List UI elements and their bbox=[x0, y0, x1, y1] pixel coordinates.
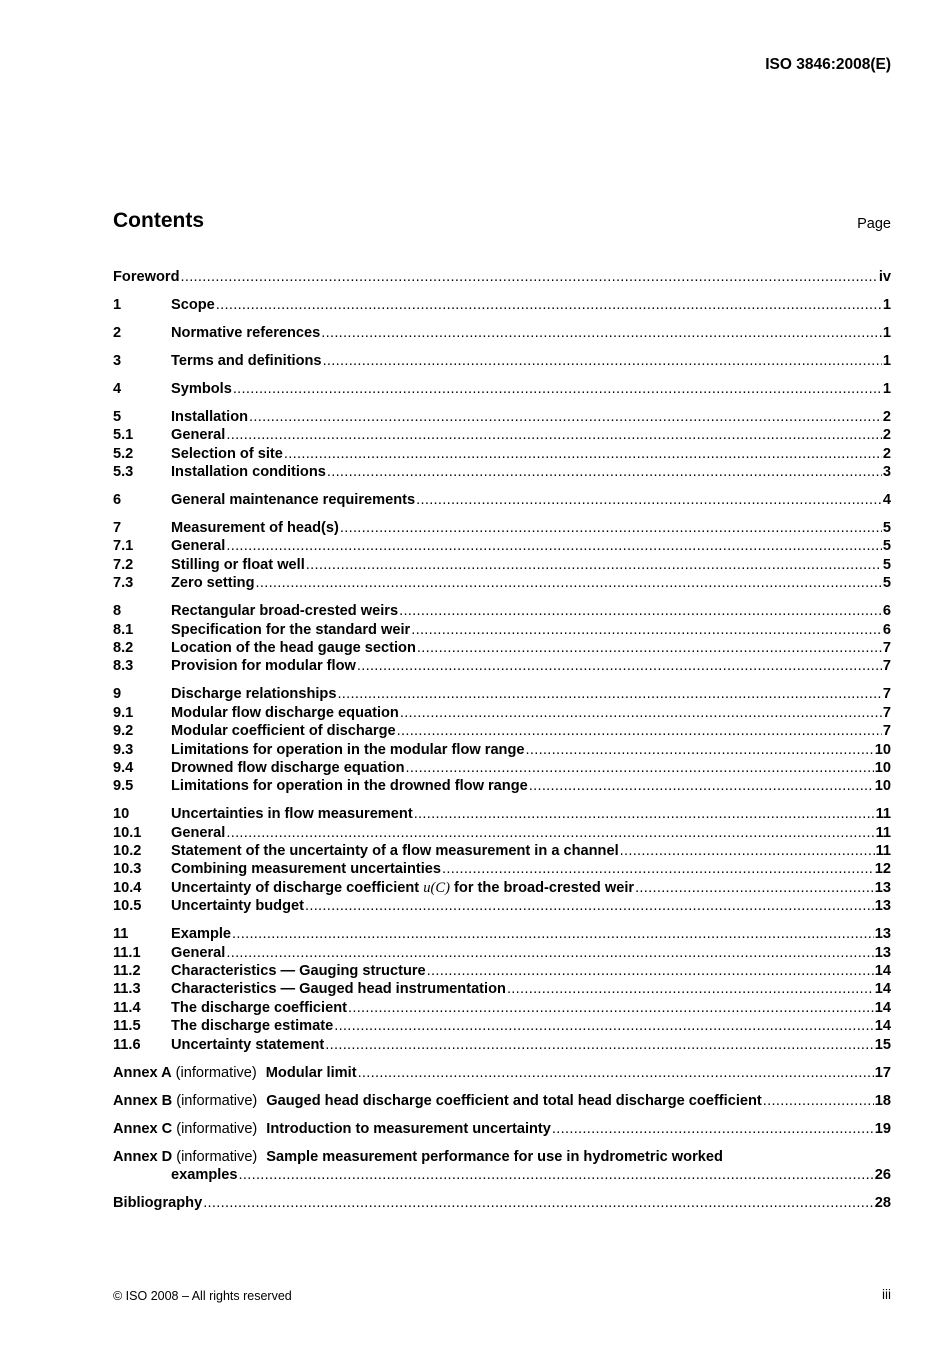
toc-entry-number: 11.4 bbox=[113, 999, 141, 1016]
toc-entry-title: General bbox=[171, 824, 226, 841]
toc-entry-page: 6 bbox=[882, 603, 891, 620]
leader-dots bbox=[340, 519, 882, 537]
leader-dots bbox=[226, 944, 873, 962]
annex-title: Modular limit bbox=[265, 1064, 357, 1081]
toc-entry-title: Uncertainties in flow measurement bbox=[171, 806, 413, 823]
toc-entry-10-1[interactable] bbox=[113, 824, 891, 842]
toc-sections bbox=[113, 296, 891, 1054]
toc-entry-title: Rectangular broad-crested weirs bbox=[171, 603, 399, 620]
leader-dots bbox=[249, 408, 882, 426]
annex-title-line2: examples bbox=[171, 1166, 238, 1183]
toc-entry-page: 3 bbox=[882, 464, 891, 481]
toc-entry-line bbox=[171, 519, 891, 537]
toc-entry-title: Location of the head gauge section bbox=[171, 640, 416, 656]
leader-dots bbox=[203, 1194, 874, 1212]
leader-dots bbox=[399, 602, 882, 620]
leader-dots bbox=[348, 999, 874, 1017]
toc-entry-line bbox=[171, 805, 891, 823]
toc-entry-line bbox=[171, 824, 891, 842]
toc-entry-number: 9 bbox=[113, 686, 122, 703]
toc-entry-line bbox=[171, 704, 891, 722]
toc-annexes bbox=[113, 1064, 891, 1138]
toc-entry-page: iv bbox=[878, 269, 891, 285]
toc-entry-title: General bbox=[171, 538, 226, 555]
toc-entry-number: 5.1 bbox=[113, 427, 134, 444]
toc-entry-page: 13 bbox=[874, 898, 891, 915]
leader-dots bbox=[400, 704, 882, 722]
toc-group bbox=[113, 324, 891, 342]
toc-entry-page: 14 bbox=[874, 963, 891, 980]
toc-entry-annex-b[interactable] bbox=[113, 1092, 891, 1110]
toc-entry-title: Limitations for operation in the modular flow range bbox=[171, 741, 525, 758]
leader-dots bbox=[417, 639, 882, 657]
toc-entry-line bbox=[171, 602, 891, 620]
toc-entry-page: 18 bbox=[874, 1092, 891, 1109]
copyright-notice: © ISO 2008 – All rights reserved bbox=[113, 1289, 292, 1303]
toc-entry-title: General maintenance requirements bbox=[171, 492, 416, 509]
annex-type: (informative) bbox=[176, 1092, 258, 1109]
toc-entry-11-5[interactable] bbox=[113, 1017, 891, 1035]
toc-entry-8-3[interactable] bbox=[113, 657, 891, 675]
leader-dots bbox=[327, 463, 882, 481]
toc-entry-page: 10 bbox=[874, 778, 891, 795]
toc-entry-number: 5.3 bbox=[113, 464, 134, 481]
toc-entry-title: Characteristics — Gauged head instrumentation bbox=[171, 981, 506, 998]
toc-entry-6[interactable] bbox=[113, 491, 891, 509]
toc-entry-annex-d-continued[interactable] bbox=[113, 1166, 891, 1184]
toc-entry-5-3[interactable] bbox=[113, 463, 891, 481]
leader-dots bbox=[358, 1064, 874, 1082]
toc-entry-title: Characteristics — Gauging structure bbox=[171, 963, 426, 980]
toc-entry-title: Installation conditions bbox=[171, 464, 326, 481]
toc-entry-9-5[interactable] bbox=[113, 777, 891, 795]
toc-entry-7-2[interactable] bbox=[113, 556, 891, 574]
toc-entry-line bbox=[171, 463, 891, 481]
toc-entry-9[interactable] bbox=[113, 685, 891, 703]
leader-dots bbox=[334, 1017, 874, 1035]
toc-entry-5-2[interactable] bbox=[113, 445, 891, 463]
toc-entry-page: 7 bbox=[882, 704, 891, 721]
annex-label: Annex C bbox=[113, 1120, 173, 1137]
toc-entry-foreword[interactable] bbox=[113, 268, 891, 286]
toc-entry-title: Terms and definitions bbox=[171, 352, 322, 369]
leader-dots bbox=[306, 556, 882, 574]
toc-entry-title: Modular flow discharge equation bbox=[171, 704, 399, 721]
leader-dots bbox=[507, 980, 874, 998]
toc-entry-line bbox=[171, 999, 891, 1017]
toc-entry-page: 7 bbox=[882, 686, 891, 703]
toc-entry-number: 11.5 bbox=[113, 1018, 141, 1035]
toc-entry-8-1[interactable] bbox=[113, 621, 891, 639]
toc-group bbox=[113, 408, 891, 482]
toc-entry-line bbox=[171, 352, 891, 370]
toc-entry-4[interactable] bbox=[113, 380, 891, 398]
leader-dots bbox=[442, 860, 874, 878]
leader-dots bbox=[284, 445, 882, 463]
toc-entry-7-3[interactable] bbox=[113, 574, 891, 592]
toc-entry-page: 17 bbox=[874, 1064, 891, 1081]
toc-entry-page: 26 bbox=[874, 1166, 891, 1183]
toc-entry-title: Provision for modular flow bbox=[171, 658, 356, 675]
toc-entry-9-2[interactable] bbox=[113, 722, 891, 740]
toc-entry-page: 13 bbox=[874, 944, 891, 961]
toc-entry-line bbox=[171, 491, 891, 509]
toc-entry-number: 11.6 bbox=[113, 1036, 141, 1053]
toc-entry-line bbox=[171, 685, 891, 703]
toc-entry-page: 13 bbox=[874, 926, 891, 943]
toc-entry-page: 6 bbox=[882, 621, 891, 638]
toc-entry-number: 4 bbox=[113, 380, 122, 397]
toc-entry-page: 10 bbox=[874, 759, 891, 776]
toc-entry-line bbox=[171, 574, 891, 592]
toc-entry-line bbox=[171, 897, 891, 915]
toc-entry-10-3[interactable] bbox=[113, 860, 891, 878]
toc-entry-1[interactable] bbox=[113, 296, 891, 314]
toc-entry-page: 5 bbox=[882, 538, 891, 555]
toc-entry-11-3[interactable] bbox=[113, 980, 891, 998]
toc-entry-9-1[interactable] bbox=[113, 704, 891, 722]
toc-entry-line bbox=[171, 962, 891, 980]
toc-entry-number: 3 bbox=[113, 352, 122, 369]
toc-entry-number: 10 bbox=[113, 806, 130, 823]
leader-dots bbox=[239, 1166, 874, 1184]
toc-group-annex bbox=[113, 1092, 891, 1110]
toc-group bbox=[113, 352, 891, 370]
toc-group bbox=[113, 685, 891, 795]
toc-entry-page: 14 bbox=[874, 1018, 891, 1035]
toc-entry-line bbox=[171, 879, 891, 897]
toc-group-annex bbox=[113, 1064, 891, 1082]
leader-dots bbox=[226, 537, 882, 555]
annex-type: (informative) bbox=[176, 1148, 258, 1165]
toc-entry-page: 5 bbox=[882, 556, 891, 573]
toc-entry-page: 7 bbox=[882, 723, 891, 740]
toc-annex-d bbox=[113, 1148, 891, 1185]
toc-entry-title bbox=[171, 879, 634, 897]
toc-entry-number: 6 bbox=[113, 492, 122, 509]
annex-label: Annex D bbox=[113, 1148, 173, 1165]
toc-entry-title: Drowned flow discharge equation bbox=[171, 759, 405, 776]
toc-entry-title: General bbox=[171, 944, 226, 961]
leader-dots bbox=[427, 962, 874, 980]
toc-group bbox=[113, 519, 891, 593]
toc-entry-10-5[interactable] bbox=[113, 897, 891, 915]
toc-entry-line bbox=[113, 1120, 891, 1138]
toc-entry-title: General bbox=[171, 427, 226, 444]
toc-entry-title: Example bbox=[171, 926, 232, 943]
toc-entry-page: 7 bbox=[882, 658, 891, 675]
toc-entry-title: Specification for the standard weir bbox=[171, 621, 411, 638]
toc-entry-number: 9.4 bbox=[113, 759, 134, 776]
toc-entry-title: Zero setting bbox=[171, 575, 255, 592]
toc-entry-line bbox=[171, 860, 891, 878]
leader-dots bbox=[321, 324, 882, 342]
leader-dots bbox=[226, 824, 874, 842]
toc-entry-title: Stilling or float well bbox=[171, 556, 305, 573]
annex-type: (informative) bbox=[176, 1120, 258, 1137]
leader-dots bbox=[232, 925, 874, 943]
toc-entry-number: 7.1 bbox=[113, 538, 134, 555]
toc-entry-title: Installation bbox=[171, 408, 249, 425]
toc-entry-line bbox=[171, 944, 891, 962]
leader-dots bbox=[305, 897, 874, 915]
toc-entry-page: 2 bbox=[882, 445, 891, 462]
toc-entry-annex-a[interactable] bbox=[113, 1064, 891, 1082]
leader-dots bbox=[357, 657, 882, 675]
toc-entry-line bbox=[171, 380, 891, 398]
toc-entry-page: 19 bbox=[874, 1120, 891, 1137]
toc-entry-page: 5 bbox=[882, 575, 891, 592]
toc-entry-line bbox=[113, 1092, 891, 1110]
toc-entry-line bbox=[171, 621, 891, 639]
toc-entry-title: The discharge coefficient bbox=[171, 999, 347, 1016]
toc-entry-line bbox=[171, 639, 891, 657]
toc-entry-title: Uncertainty statement bbox=[171, 1036, 325, 1053]
leader-dots bbox=[406, 759, 874, 777]
toc-entry-title: Foreword bbox=[113, 269, 180, 285]
leader-dots bbox=[256, 574, 882, 592]
toc-entry-8[interactable] bbox=[113, 602, 891, 620]
document-id: ISO 3846:2008(E) bbox=[765, 56, 891, 73]
toc-entry-11-2[interactable] bbox=[113, 962, 891, 980]
toc-group-foreword bbox=[113, 268, 891, 286]
toc-entry-11-1[interactable] bbox=[113, 944, 891, 962]
toc-entry-number: 11 bbox=[113, 926, 129, 943]
toc-group-bibliography bbox=[113, 1194, 891, 1212]
toc-group bbox=[113, 925, 891, 1054]
toc-entry-title: Discharge relationships bbox=[171, 686, 337, 703]
toc-group-annex bbox=[113, 1120, 891, 1138]
toc-entry-5-1[interactable] bbox=[113, 426, 891, 444]
toc-entry-number: 2 bbox=[113, 324, 122, 341]
toc-entry-line bbox=[171, 842, 891, 860]
toc-entry-number: 8.2 bbox=[113, 640, 134, 656]
toc-entry-page: 11 bbox=[875, 824, 891, 841]
annex-title: Gauged head discharge coefficient and total head discharge coefficient bbox=[266, 1092, 762, 1109]
toc-entry-annex-d[interactable] bbox=[113, 1148, 891, 1166]
leader-dots bbox=[416, 491, 882, 509]
toc-entry-9-4[interactable] bbox=[113, 759, 891, 777]
toc-entry-number: 11.2 bbox=[113, 963, 141, 980]
toc-entry-title: Statement of the uncertainty of a flow measurement in a channel bbox=[171, 843, 619, 860]
leader-dots bbox=[337, 685, 881, 703]
toc-entry-title: The discharge estimate bbox=[171, 1018, 334, 1035]
toc-entry-10[interactable] bbox=[113, 805, 891, 823]
toc-group bbox=[113, 491, 891, 509]
toc-entry-page: 1 bbox=[882, 352, 891, 369]
annex-title: Introduction to measurement uncertainty bbox=[266, 1120, 551, 1137]
toc-entry-number: 5.2 bbox=[113, 445, 134, 462]
toc-entry-line bbox=[171, 925, 891, 943]
toc-entry-3[interactable] bbox=[113, 352, 891, 370]
toc-entry-title: Symbols bbox=[171, 380, 232, 397]
toc-group bbox=[113, 296, 891, 314]
toc-entry-number: 11.1 bbox=[113, 944, 141, 961]
leader-dots bbox=[552, 1120, 874, 1138]
annex-label: Annex A bbox=[113, 1064, 172, 1081]
leader-dots bbox=[233, 380, 882, 398]
toc-entry-page: 28 bbox=[874, 1194, 891, 1211]
toc-entry-11[interactable] bbox=[113, 925, 891, 943]
leader-dots bbox=[526, 741, 874, 759]
toc-entry-line bbox=[171, 657, 891, 675]
toc-entry-number: 10.2 bbox=[113, 843, 142, 860]
leader-dots bbox=[763, 1092, 874, 1110]
toc-entry-number: 9.3 bbox=[113, 741, 134, 758]
leader-dots bbox=[216, 296, 882, 314]
toc-entry-line bbox=[171, 445, 891, 463]
toc-entry-line bbox=[171, 296, 891, 314]
toc-entry-page: 2 bbox=[882, 427, 891, 444]
toc-entry-2[interactable] bbox=[113, 324, 891, 342]
toc-entry-page: 14 bbox=[874, 999, 891, 1016]
toc-entry-page: 13 bbox=[874, 879, 891, 896]
toc-entry-number: 7.2 bbox=[113, 556, 134, 573]
toc-entry-11-6[interactable] bbox=[113, 1036, 891, 1054]
toc-entry-line bbox=[171, 537, 891, 555]
toc-entry-title: Scope bbox=[171, 296, 215, 313]
toc-entry-title-pre: Uncertainty of discharge coefficient bbox=[171, 879, 424, 896]
leader-dots bbox=[635, 879, 874, 897]
toc-entry-title: Bibliography bbox=[113, 1194, 203, 1211]
toc-entry-10-2[interactable] bbox=[113, 842, 891, 860]
leader-dots bbox=[226, 426, 882, 444]
leader-dots bbox=[414, 805, 875, 823]
toc-entry-line bbox=[171, 722, 891, 740]
toc-entry-line bbox=[171, 741, 891, 759]
toc-entry-title: Selection of site bbox=[171, 445, 283, 462]
toc-entry-number: 7.3 bbox=[113, 575, 134, 592]
toc-entry-number: 9.1 bbox=[113, 704, 134, 721]
toc-entry-line bbox=[171, 777, 891, 795]
toc-group bbox=[113, 805, 891, 915]
toc-entry-line bbox=[171, 980, 891, 998]
toc-entry-number: 10.4 bbox=[113, 879, 142, 896]
toc-entry-number: 5 bbox=[113, 408, 122, 425]
annex-type: (informative) bbox=[175, 1064, 257, 1081]
toc-entry-page: 11 bbox=[875, 806, 891, 823]
toc-entry-number: 7 bbox=[113, 520, 122, 537]
toc-entry-title: Combining measurement uncertainties bbox=[171, 861, 442, 878]
toc-entry-line bbox=[113, 1064, 891, 1082]
toc-entry-5[interactable] bbox=[113, 408, 891, 426]
toc-entry-number: 8.1 bbox=[113, 621, 134, 638]
annex-label: Annex B bbox=[113, 1092, 173, 1109]
toc-entry-page: 1 bbox=[882, 380, 891, 397]
toc-entry-line bbox=[171, 759, 891, 777]
toc-entry-8-2[interactable] bbox=[113, 639, 891, 657]
toc-entry-title-post: for the broad-crested weir bbox=[449, 879, 635, 896]
toc-entry-title: Uncertainty budget bbox=[171, 898, 304, 915]
leader-dots bbox=[323, 352, 882, 370]
toc-entry-bibliography[interactable] bbox=[113, 1194, 891, 1212]
toc-entry-page: 1 bbox=[882, 324, 891, 341]
toc-entry-line bbox=[171, 1017, 891, 1035]
table-of-contents bbox=[113, 268, 891, 1222]
page-column-label: Page bbox=[857, 216, 891, 232]
toc-entry-title: Modular coefficient of discharge bbox=[171, 723, 396, 740]
toc-group bbox=[113, 380, 891, 398]
toc-entry-page: 12 bbox=[874, 861, 891, 878]
toc-entry-title: Limitations for operation in the drowned flow range bbox=[171, 778, 528, 795]
leader-dots bbox=[180, 268, 877, 286]
toc-entry-10-4[interactable] bbox=[113, 879, 891, 897]
toc-entry-page: 7 bbox=[882, 640, 891, 656]
page-title: Contents bbox=[113, 209, 204, 232]
toc-entry-page: 1 bbox=[882, 296, 891, 313]
toc-entry-7-1[interactable] bbox=[113, 537, 891, 555]
math-symbol: u(C) bbox=[423, 879, 450, 896]
toc-entry-number: 10.3 bbox=[113, 861, 142, 878]
toc-entry-line bbox=[171, 324, 891, 342]
leader-dots bbox=[411, 621, 882, 639]
toc-entry-number: 11.3 bbox=[113, 981, 141, 998]
toc-entry-number: 9.5 bbox=[113, 778, 134, 795]
toc-entry-line bbox=[171, 426, 891, 444]
page-number: iii bbox=[882, 1287, 891, 1302]
toc-entry-number: 8 bbox=[113, 603, 122, 620]
toc-entry-number: 9.2 bbox=[113, 723, 134, 740]
toc-entry-title: Measurement of head(s) bbox=[171, 520, 339, 537]
toc-entry-line bbox=[171, 408, 891, 426]
toc-entry-page: 4 bbox=[882, 492, 891, 509]
leader-dots bbox=[529, 777, 874, 795]
toc-entry-page: 15 bbox=[874, 1036, 891, 1053]
toc-entry-page: 11 bbox=[875, 843, 891, 860]
toc-entry-number: 10.5 bbox=[113, 898, 142, 915]
toc-entry-page: 2 bbox=[882, 408, 891, 425]
annex-title-line1: Sample measurement performance for use in hydrometric worked bbox=[266, 1148, 723, 1165]
toc-entry-number: 1 bbox=[113, 296, 122, 313]
toc-entry-number: 8.3 bbox=[113, 658, 134, 675]
toc-entry-11-4[interactable] bbox=[113, 999, 891, 1017]
toc-entry-line bbox=[171, 1036, 891, 1054]
toc-entry-title: Normative references bbox=[171, 324, 321, 341]
toc-entry-7[interactable] bbox=[113, 519, 891, 537]
toc-entry-annex-c[interactable] bbox=[113, 1120, 891, 1138]
toc-entry-page: 5 bbox=[882, 520, 891, 537]
leader-dots bbox=[325, 1036, 873, 1054]
toc-entry-line bbox=[171, 556, 891, 574]
toc-entry-9-3[interactable] bbox=[113, 741, 891, 759]
leader-dots bbox=[620, 842, 875, 860]
toc-entry-number: 10.1 bbox=[113, 824, 142, 841]
leader-dots bbox=[397, 722, 882, 740]
toc-entry-page: 14 bbox=[874, 981, 891, 998]
toc-entry-page: 10 bbox=[874, 741, 891, 758]
toc-group bbox=[113, 602, 891, 676]
